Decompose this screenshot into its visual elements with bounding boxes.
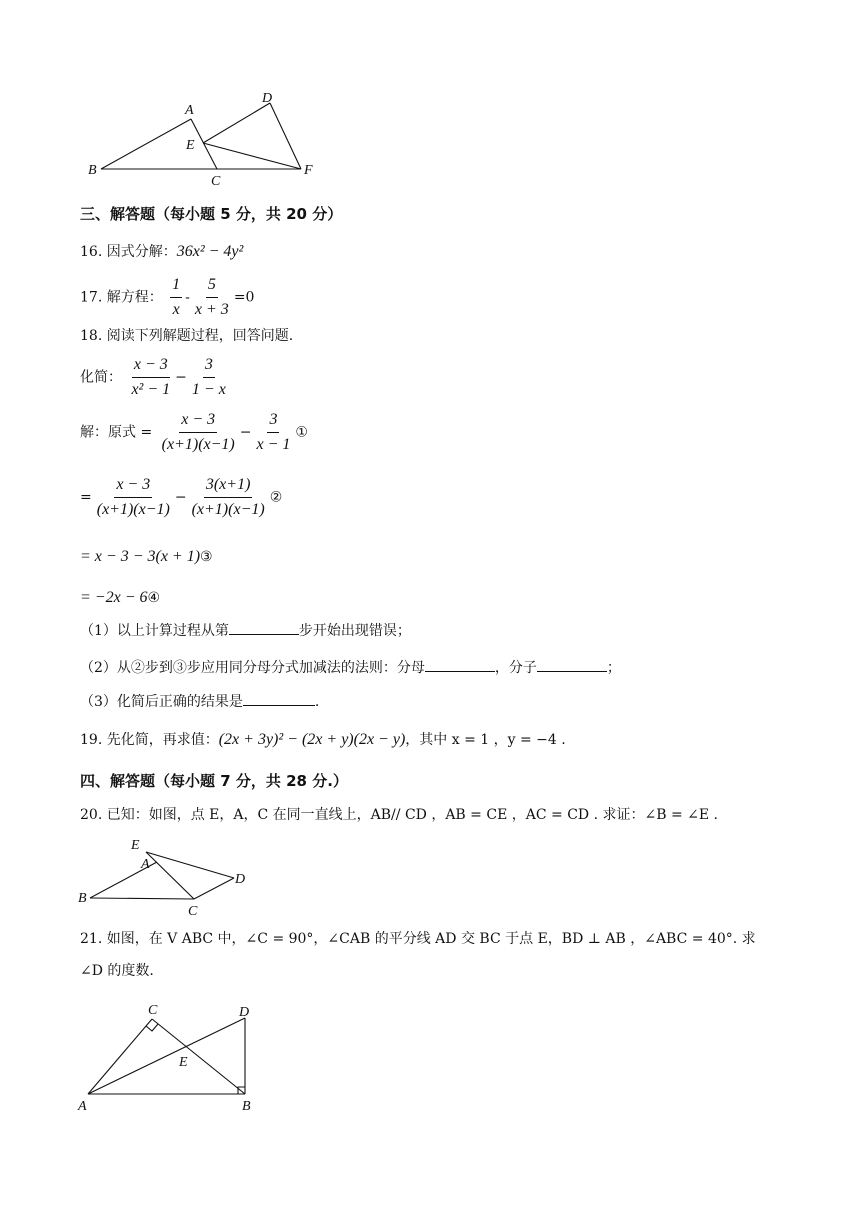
- label-E: E: [186, 138, 195, 153]
- label-C: C: [211, 174, 221, 188]
- segment-DF: [270, 103, 301, 169]
- q18-e1-fraction-1: $\frac{x - 3}{(x+1)(x-1)}$: [161, 411, 235, 453]
- section-3-title: 三、解答题（每小题 5 分，共 20 分）: [80, 205, 343, 223]
- q18-part-2: [80, 659, 621, 677]
- q16-number: 16. 因式分解：: [80, 244, 177, 260]
- label-C: C: [148, 1003, 158, 1018]
- q18-part-1-text-b: 步开始出现错误；: [298, 623, 411, 639]
- right-angle-mark-C: [146, 1024, 158, 1031]
- q17-fraction-2: $\frac{5}{x + 3}$: [194, 276, 229, 318]
- q18-e1-fraction-2: $\frac{3}{x - 1}$: [256, 411, 291, 453]
- q18-e2-operator: −: [174, 489, 187, 506]
- q18-part-1-text-a: （1）以上计算过程从第: [80, 623, 229, 639]
- q18-part-1-blank[interactable]: [229, 622, 299, 635]
- section-4-title: 四、解答题（每小题 7 分，共 28 分.）: [80, 772, 348, 790]
- label-A: A: [185, 103, 194, 118]
- q18-part-3-blank[interactable]: [243, 693, 315, 706]
- label-E: E: [179, 1055, 188, 1070]
- label-B: B: [88, 163, 97, 178]
- segment-AD: [88, 1018, 245, 1094]
- q18-e1-operator: −: [239, 424, 252, 441]
- q18-step-marker-1: ①: [295, 424, 308, 441]
- q18-part-2-text-a: （2）从②步到③步应用同分母分式加减法的法则：分母: [80, 660, 425, 676]
- q18-part-3-text-b: .: [314, 694, 320, 710]
- q18-step-1: [80, 410, 308, 455]
- q18-step-marker-2: ②: [269, 489, 283, 506]
- q17-minus: -: [185, 289, 190, 306]
- q17-fraction-1: $\frac{1}{x}$: [172, 276, 181, 318]
- q18-part-2-text-b: ，分子: [494, 660, 537, 676]
- q18-e2-fraction-1: $\frac{x - 3}{(x+1)(x-1)}$: [96, 476, 170, 518]
- q18-solution-label: 解：原式 =: [80, 424, 153, 441]
- q18-e2-fraction-2: $\frac{3(x+1)}{(x+1)(x-1)}$: [191, 476, 265, 518]
- q18-step-4: [80, 589, 160, 607]
- label-D: D: [239, 1005, 250, 1020]
- q19-condition: ，其中 x = 1 ，y = −4 .: [405, 732, 566, 748]
- question-17: [80, 275, 254, 320]
- segment-EF: [203, 143, 301, 169]
- q17-number: 17. 解方程：: [80, 289, 163, 306]
- figure-triangles-top: [80, 88, 330, 188]
- q17-equals: =0: [233, 289, 255, 306]
- q18-simplify-label: 化简：: [80, 369, 122, 386]
- question-16: [80, 243, 243, 261]
- figure-q21: [72, 996, 272, 1118]
- label-D: D: [262, 91, 273, 106]
- q18-e0-fraction-1: $\frac{x - 3}{\text{x² − 1}}$: [131, 356, 171, 398]
- question-20: 20. 已知：如图，点 E，A，C 在同一直线上，AB// CD ，AB = CE ，AC = CD . 求证：∠B = ∠E .: [80, 807, 718, 823]
- question-21-line-1: 21. 如图，在 V ABC 中，∠C = 90°，∠CAB 的平分线 AD 交 BC 于点 E，BD ⊥ AB ，∠ABC = 40°. 求: [80, 931, 756, 947]
- label-A: A: [78, 1099, 87, 1114]
- q18-part-2-blank-numerator[interactable]: [537, 659, 607, 672]
- segment-AC: [88, 1019, 152, 1094]
- q18-e0-operator: −: [175, 369, 187, 386]
- q18-part-3: [80, 693, 319, 711]
- label-B: B: [78, 891, 87, 906]
- q18-simplify-expression: [80, 355, 231, 400]
- label-F: F: [304, 163, 313, 178]
- question-19: [80, 731, 566, 749]
- q18-step-marker-4: ④: [147, 590, 161, 606]
- q18-part-3-text-a: （3）化简后正确的结果是: [80, 694, 243, 710]
- label-A: A: [141, 857, 150, 872]
- q18-step-2: [80, 475, 282, 520]
- q19-number: 19. 先化简，再求值：: [80, 732, 219, 748]
- q16-expression: 36x² − 4y²: [176, 243, 244, 260]
- q18-e2-equals: =: [80, 489, 92, 506]
- q18-step-3: [80, 548, 213, 566]
- q18-part-1: [80, 622, 411, 640]
- q18-part-2-blank-denominator[interactable]: [425, 659, 495, 672]
- segment-BC: [90, 898, 194, 899]
- q18-e4-expression: = −2x − 6: [80, 589, 148, 606]
- q18-step-marker-3: ③: [200, 549, 213, 565]
- segment-AC: [191, 119, 217, 169]
- label-E: E: [131, 838, 140, 853]
- segment-CD: [194, 878, 234, 899]
- q18-e0-fraction-2: $\frac{3}{1 - x}$: [191, 356, 226, 398]
- q18-part-2-text-c: ；: [606, 660, 621, 676]
- label-C: C: [188, 904, 198, 918]
- q19-expression: (2x + 3y)² − (2x + y)(2x − y): [218, 731, 406, 748]
- label-D: D: [235, 872, 246, 887]
- q18-e3-expression: = x − 3 − 3(x + 1): [80, 548, 201, 565]
- question-18-intro: 18. 阅读下列解题过程，回答问题.: [80, 328, 294, 344]
- segment-ED: [203, 103, 270, 143]
- question-21-line-2: ∠D 的度数.: [80, 963, 154, 979]
- segment-BA: [101, 119, 191, 169]
- label-B: B: [242, 1099, 251, 1114]
- figure-q20: [76, 832, 266, 918]
